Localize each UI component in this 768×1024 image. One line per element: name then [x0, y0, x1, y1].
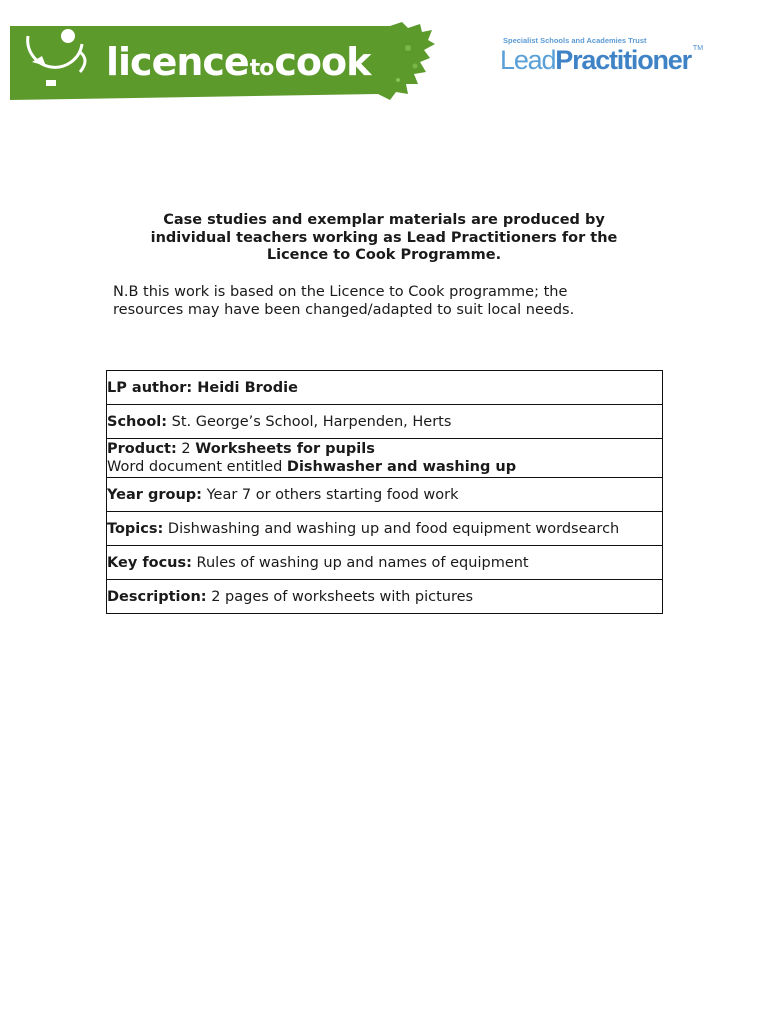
- product-document-title: Dishwasher and washing up: [286, 459, 517, 475]
- product-line2-prefix: Word document entitled: [107, 459, 287, 475]
- intro-line: Licence to Cook Programme.: [266, 247, 502, 263]
- logo-word-licence: licence: [106, 40, 249, 84]
- table-row-product: [107, 439, 663, 478]
- lead-practitioner-logo: [500, 36, 725, 80]
- licence-to-cook-logo: [10, 22, 435, 102]
- table-row-year-group: [107, 478, 663, 512]
- table-row-topics: [107, 512, 663, 546]
- school-value: St. George’s School, Harpenden, Herts: [167, 413, 452, 430]
- table-row-description: [107, 580, 663, 614]
- table-cell: [107, 580, 663, 614]
- description-value: 2 pages of worksheets with pictures: [206, 588, 474, 605]
- description-label: Description:: [107, 588, 207, 605]
- note-line: resources may have been changed/adapted to suit local needs.: [113, 302, 575, 318]
- nb-note: [113, 283, 673, 319]
- year-group-value: Year 7 or others starting food work: [201, 486, 459, 503]
- topics-value: Dishwashing and washing up and food equipment wordsearch: [163, 520, 620, 537]
- key-focus-value: Rules of washing up and names of equipment: [191, 554, 529, 571]
- intro-heading: [120, 212, 648, 265]
- table-row-author: [107, 371, 663, 405]
- product-label: Product:: [107, 441, 177, 457]
- intro-line: individual teachers working as Lead Practitioners for the: [150, 229, 618, 246]
- table-cell: [107, 371, 663, 405]
- product-value: Worksheets for pupils: [195, 441, 375, 457]
- lp-logo-wordmark: [500, 45, 703, 76]
- product-value-prefix: 2: [176, 441, 196, 457]
- table-cell: [107, 478, 663, 512]
- table-cell: [107, 439, 663, 478]
- lp-logo-trademark: TM: [692, 45, 704, 52]
- table-cell: [107, 512, 663, 546]
- licence-to-cook-wordmark: [106, 40, 370, 90]
- logo-word-to: to: [249, 56, 274, 81]
- intro-line: Case studies and exemplar materials are produced by: [163, 212, 605, 228]
- lp-logo-subtitle: Specialist Schools and Academies Trust: [503, 36, 647, 45]
- resource-info-table: [106, 370, 663, 614]
- key-focus-label: Key focus:: [107, 554, 192, 571]
- table-cell: [107, 405, 663, 439]
- note-line: N.B this work is based on the Licence to Cook programme; the: [113, 284, 568, 300]
- lp-logo-word-practitioner: Practitioner: [555, 45, 691, 75]
- logo-word-cook: cook: [274, 40, 371, 84]
- table-row-school: [107, 405, 663, 439]
- lp-logo-word-lead: Lead: [500, 45, 556, 75]
- author-label: LP author: Heidi Brodie: [107, 379, 298, 396]
- topics-label: Topics:: [107, 520, 164, 537]
- school-label: School:: [107, 413, 168, 430]
- year-group-label: Year group:: [107, 486, 202, 503]
- table-cell: [107, 546, 663, 580]
- table-row-key-focus: [107, 546, 663, 580]
